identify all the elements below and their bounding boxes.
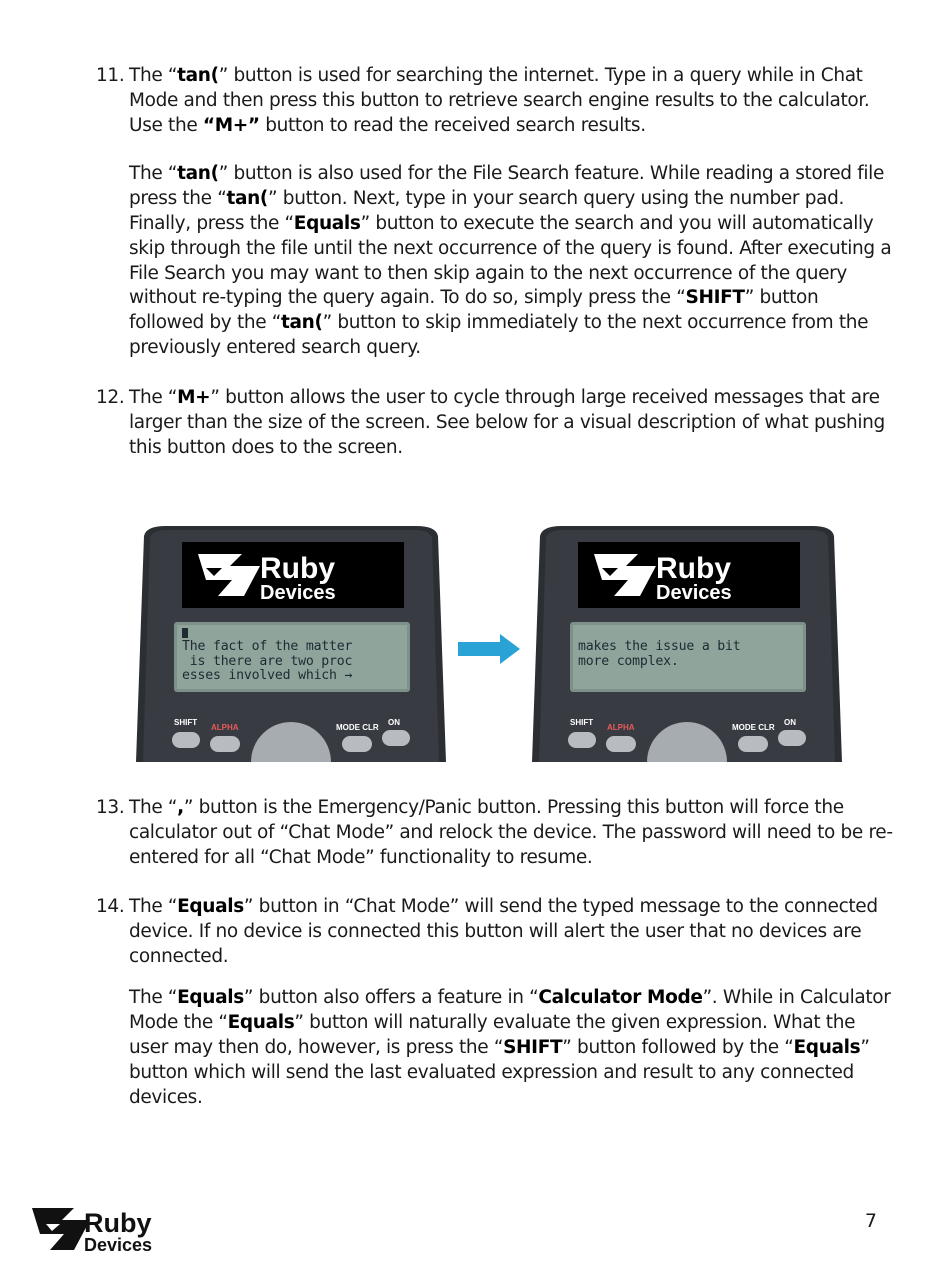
brand-ruby-text: Ruby xyxy=(656,552,731,585)
arrow-right-icon xyxy=(456,632,522,666)
list-item-11 xyxy=(96,64,896,361)
calculator-after xyxy=(532,524,842,762)
logo-devices-text: Devices xyxy=(84,1235,153,1254)
logo-ruby-text: Ruby xyxy=(84,1208,152,1238)
list-item-12 xyxy=(96,386,896,460)
left-screen-text: The fact of the matter is there are two proc esses involved which → xyxy=(182,639,353,684)
list-item-13 xyxy=(96,796,896,870)
list-item-14 xyxy=(96,895,896,1110)
calculator-comparison-figure xyxy=(136,524,842,762)
shift-label: SHIFT xyxy=(570,718,594,727)
item-number: 11. xyxy=(96,65,125,86)
mode-label: MODE CLR xyxy=(336,723,379,732)
item-13-paragraph: The “,” button is the Emergency/Panic button. Pressing this button will force the calculator out of “Chat Mode” and relock the device. The password will need to be re-entered for all “Chat Mode” functionality to resume. xyxy=(129,797,893,868)
item-14-paragraph-1: The “Equals” button in “Chat Mode” will send the typed message to the connected device. If no device is connected this button will alert the user that no devices are connected. xyxy=(129,896,878,967)
calculator-before xyxy=(136,524,446,762)
right-screen-text: makes the issue a bit more complex. xyxy=(578,639,741,669)
item-number: 13. xyxy=(96,797,125,818)
item-number: 12. xyxy=(96,387,125,408)
item-14-paragraph-2: The “Equals” button also offers a feature in “Calculator Mode”. While in Calculator Mode the “Equals” button will naturally evaluate the given expression. What the user may then do, however, is press the “SHIFT” button followed by the “Equals” button which will send the last evaluated expression and result to any connected devices. xyxy=(129,987,891,1108)
on-label: ON xyxy=(784,718,796,727)
ruby-devices-logo xyxy=(30,1204,170,1254)
mode-label: MODE CLR xyxy=(732,723,775,732)
alpha-label: ALPHA xyxy=(211,723,239,732)
brand-devices-text: Devices xyxy=(656,582,732,604)
brand-ruby-text: Ruby xyxy=(260,552,335,585)
on-label: ON xyxy=(388,718,400,727)
brand-devices-text: Devices xyxy=(260,582,336,604)
alpha-label: ALPHA xyxy=(607,723,635,732)
item-number: 14. xyxy=(96,896,125,917)
page-number: 7 xyxy=(864,1210,877,1232)
shift-label: SHIFT xyxy=(174,718,198,727)
item-11-paragraph-1: The “tan(” button is used for searching the internet. Type in a query while in Chat Mode and then press this button to retrieve search engine results to the calculator. Use the “M+” button to read the received search results. xyxy=(129,65,870,136)
item-12-paragraph: The “M+” button allows the user to cycle through large received messages that are larger than the size of the screen. See below for a visual description of what pushing this button does to the screen. xyxy=(129,387,885,458)
item-11-paragraph-2: The “tan(” button is also used for the File Search feature. While reading a stored file press the “tan(” button. Next, type in your search query using the number pad. Finally, press the “Equals” button to execute the search and you will automatically skip through the file until the next occurrence of the query is found. After executing a File Search you may want to then skip again to the next occurrence of the query without re-typing the query again. To do so, simply press the “SHIFT” button followed by the “tan(” button to skip immediately to the next occurrence from the previously entered search query. xyxy=(129,163,892,358)
